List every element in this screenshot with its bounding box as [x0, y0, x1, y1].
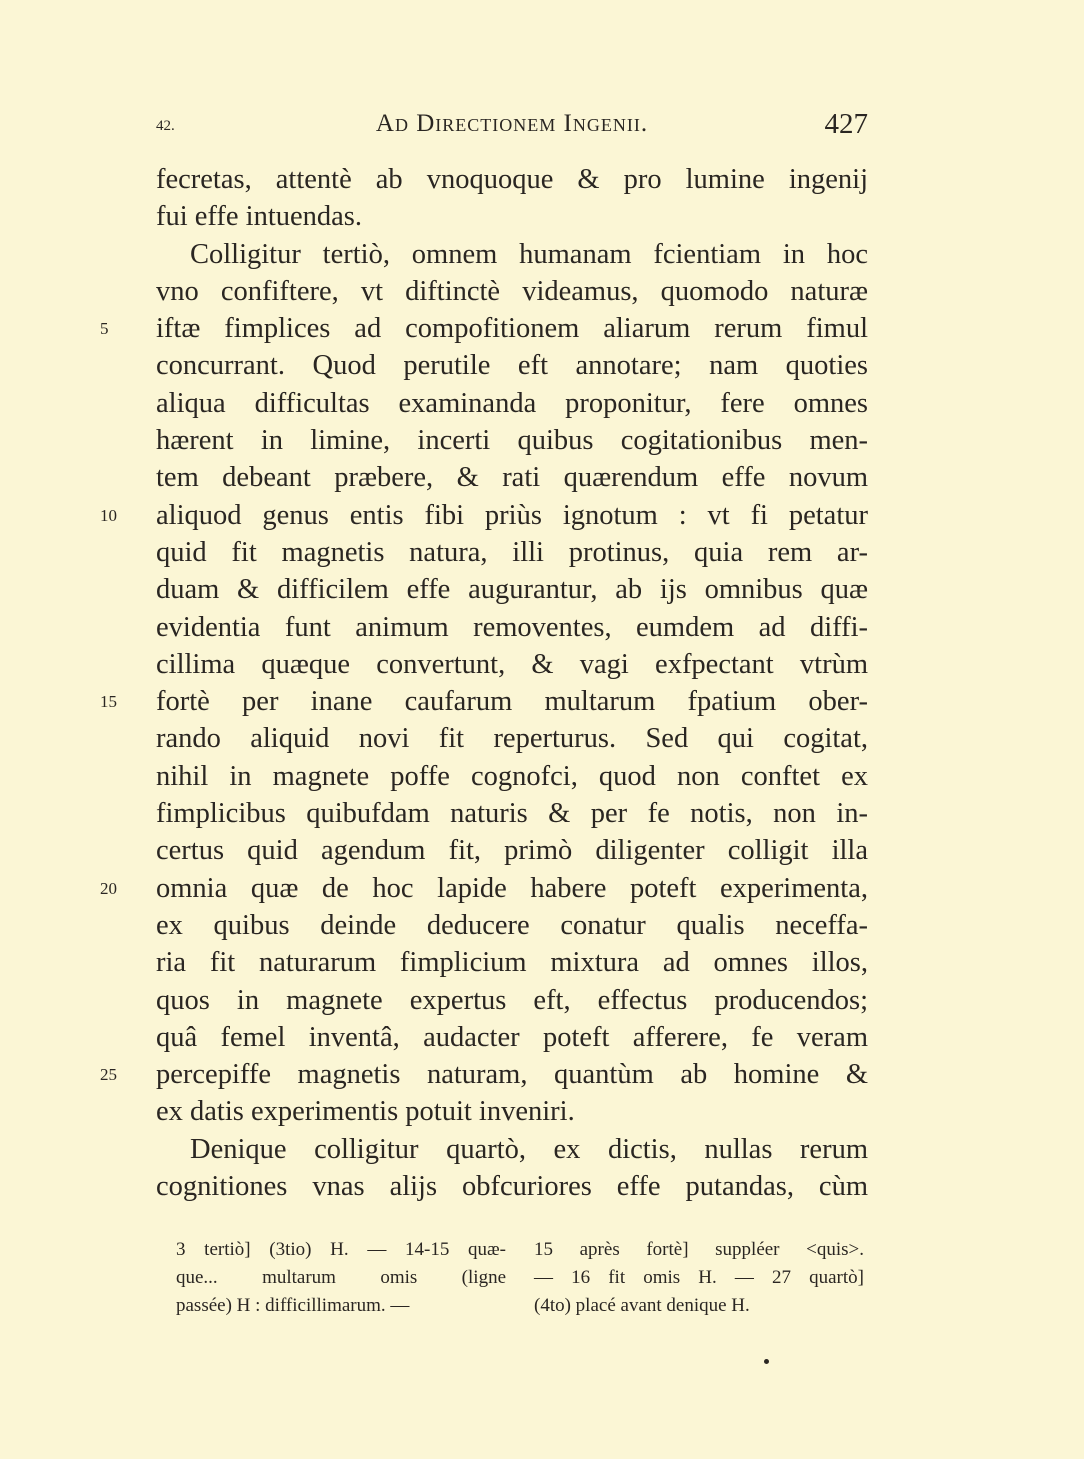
- text-line: [156, 944, 868, 981]
- line-text: percepiffe magnetis naturam, quantùm ab homine &: [156, 1059, 868, 1091]
- line-text: ex datis experimentis potuit inveniri.: [156, 1096, 575, 1128]
- line-text: ria fit naturarum fimplicium mixtura ad omnes illos,: [156, 947, 868, 979]
- text-line: [156, 720, 868, 757]
- header-left-mark: 42.: [156, 118, 175, 134]
- footnote-line: 3 tertiò] (3tio) H. — 14-15 quæ-: [176, 1239, 506, 1260]
- text-line: [156, 646, 868, 683]
- text-line: [100, 683, 868, 720]
- line-text: fui effe intuendas.: [156, 201, 363, 233]
- text-line: [156, 571, 868, 608]
- line-text: certus quid agendum fit, primò diligenter colligit illa: [156, 835, 868, 867]
- line-text: quos in magnete expertus eft, effectus producendos;: [156, 984, 868, 1016]
- line-number: 15: [100, 692, 117, 712]
- text-line: [156, 1019, 868, 1056]
- text-line: [100, 1056, 868, 1093]
- line-text: fecretas, attentè ab vnoquoque & pro lumine ingenij: [156, 164, 868, 195]
- line-text: iftæ fimplices ad compofitionem aliarum rerum fimul: [156, 313, 868, 345]
- text-line: [100, 870, 868, 907]
- text-line: [156, 236, 868, 273]
- line-text: ex quibus deinde deducere conatur qualis neceffa-: [156, 909, 868, 941]
- text-line: [100, 497, 868, 534]
- line-text: cognitiones vnas alijs obfcuriores effe putandas, cùm: [156, 1171, 868, 1203]
- text-line: [156, 982, 868, 1019]
- text-line: [156, 347, 868, 384]
- line-text: Colligitur tertiò, omnem humanam fcientiam in hoc: [190, 238, 868, 270]
- text-line: [156, 459, 868, 496]
- text-line: [156, 161, 868, 198]
- line-number: 5: [100, 319, 109, 339]
- footnote-line: (4to) placé avant denique H.: [534, 1295, 750, 1316]
- text-line: [156, 758, 868, 795]
- text-line: [156, 907, 868, 944]
- page-number: 427: [824, 108, 868, 140]
- line-text: quid fit magnetis natura, illi protinus, quia rem ar-: [156, 536, 868, 568]
- text-line: [156, 422, 868, 459]
- line-text: hærent in limine, incerti quibus cogitationibus men-: [156, 425, 868, 457]
- text-line: [156, 832, 868, 869]
- ink-speck: [764, 1359, 769, 1364]
- line-text: omnia quæ de hoc lapide habere poteft experimenta,: [156, 872, 868, 904]
- line-text: evidentia funt animum removentes, eumdem ad diffi-: [156, 611, 868, 643]
- line-text: duam & difficilem effe augurantur, ab ijs omnibus quæ: [156, 574, 868, 606]
- text-line: [156, 385, 868, 422]
- line-text: tem debeant præbere, & rati quærendum effe novum: [156, 462, 868, 494]
- line-text: Denique colligitur quartò, ex dictis, nullas rerum: [190, 1133, 868, 1165]
- footnotes-right-column: [534, 1236, 864, 1320]
- line-text: aliqua difficultas examinanda proponitur, fere omnes: [156, 387, 868, 419]
- text-line: [156, 1131, 868, 1168]
- line-text: quâ femel inventâ, audacter poteft afferere, fe veram: [156, 1021, 868, 1053]
- footnotes-left-column: [176, 1236, 506, 1320]
- line-number: 20: [100, 878, 117, 898]
- line-text: rando aliquid novi fit reperturus. Sed qui cogitat,: [156, 723, 868, 755]
- running-title: Ad Directionem Ingenii.: [375, 110, 649, 137]
- footnote-line: passée) H : difficillimarum. —: [176, 1295, 410, 1316]
- text-line: [156, 1093, 868, 1130]
- line-text: nihil in magnete poffe cognofci, quod non conftet ex: [156, 760, 868, 792]
- text-line: [156, 609, 868, 646]
- text-line: [156, 1168, 868, 1205]
- footnote-line: que... multarum omis (ligne: [176, 1267, 506, 1288]
- text-line: [156, 273, 868, 310]
- footnote-line: 15 après fortè] suppléer <quis>.: [534, 1239, 864, 1260]
- text-line: [156, 198, 868, 235]
- line-text: aliquod genus entis fibi priùs ignotum : vt fi petatur: [156, 499, 868, 531]
- running-header: [156, 108, 868, 148]
- line-text: concurrant. Quod perutile eft annotare; nam quoties: [156, 350, 868, 382]
- line-text: vno confiftere, vt diftinctè videamus, quomodo naturæ: [156, 275, 868, 307]
- text-line: [100, 310, 868, 347]
- line-text: cillima quæque convertunt, & vagi exfpectant vtrùm: [156, 648, 868, 680]
- text-line: [156, 795, 868, 832]
- line-number: 10: [100, 505, 117, 525]
- line-text: fimplicibus quibufdam naturis & per fe notis, non in-: [156, 798, 868, 830]
- text-line: [156, 534, 868, 571]
- main-text: [100, 161, 868, 1205]
- line-text: fortè per inane caufarum multarum fpatium ober-: [156, 686, 868, 718]
- line-number: 25: [100, 1065, 117, 1085]
- footnote-line: — 16 fit omis H. — 27 quartò]: [534, 1267, 864, 1288]
